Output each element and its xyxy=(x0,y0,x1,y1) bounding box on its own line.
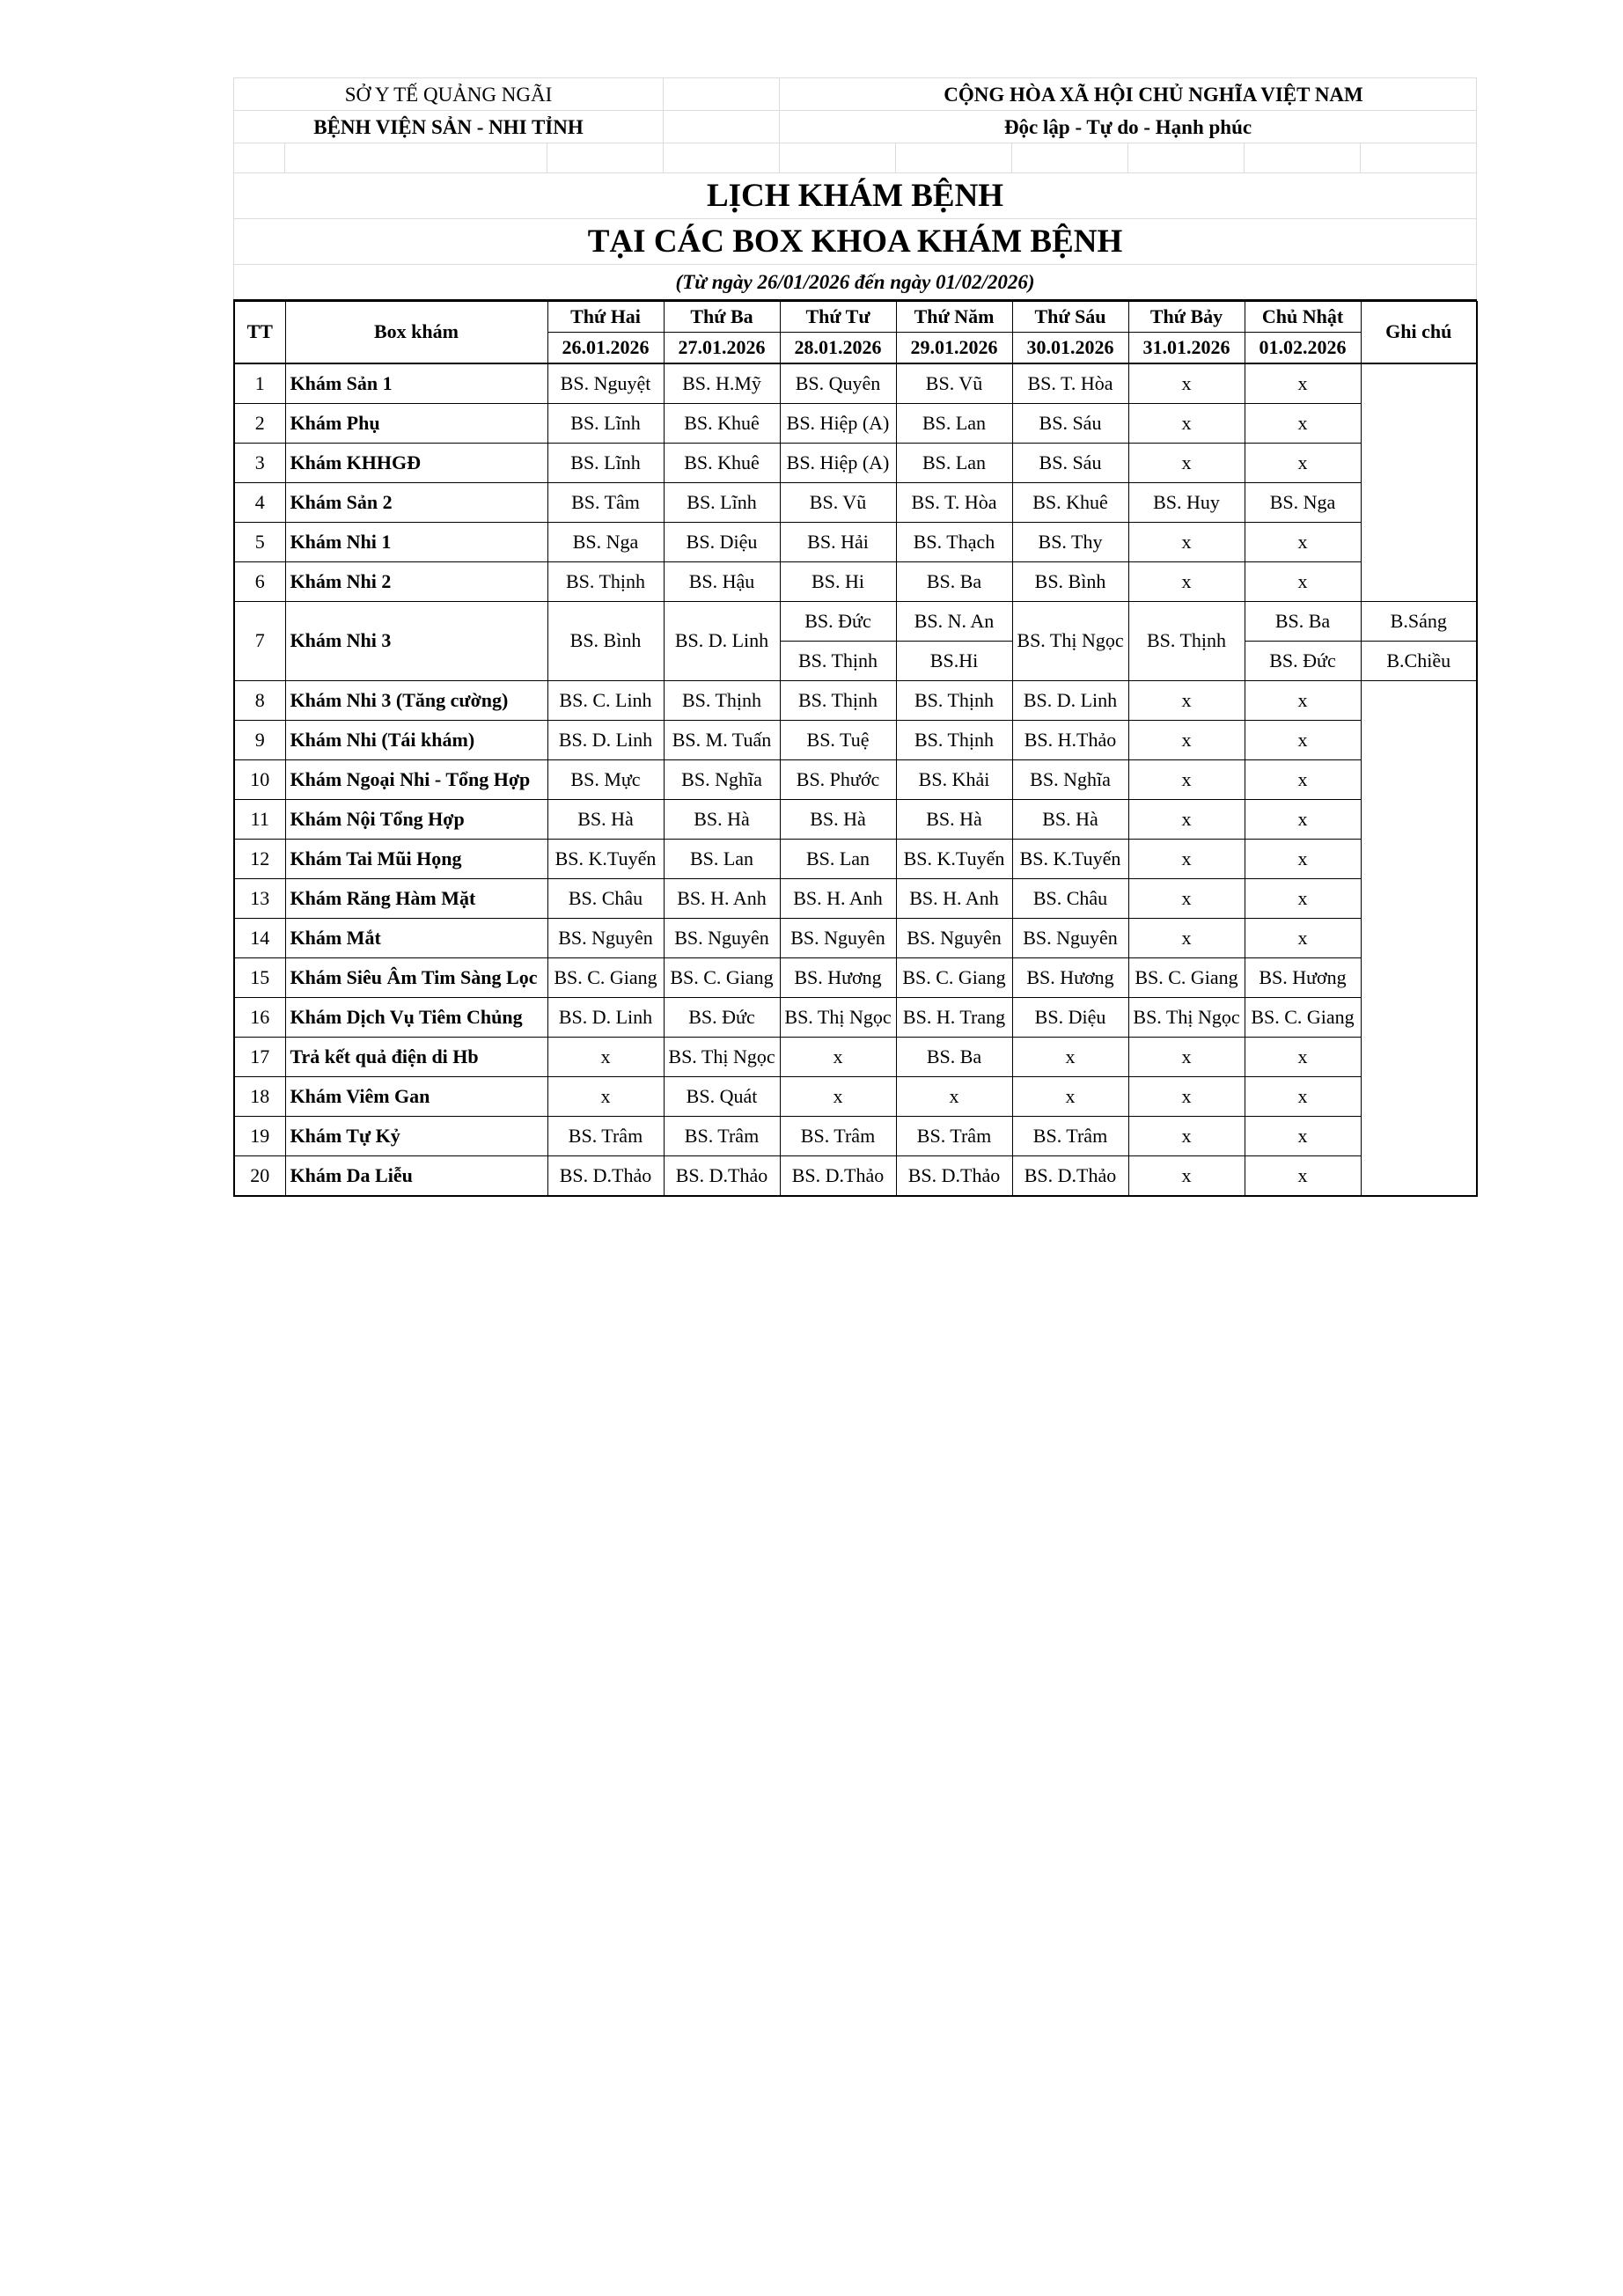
doctor-cell: BS. K.Tuyến xyxy=(896,839,1012,878)
schedule-sheet xyxy=(233,77,1476,1197)
doctor-cell: BS. D. Linh xyxy=(547,720,664,759)
doctor-cell: BS. Ba xyxy=(1245,601,1361,641)
doctor-cell: BS. Nguyệt xyxy=(547,363,664,404)
doctor-cell: BS. Quyên xyxy=(780,363,896,404)
doctor-cell: BS. H.Thảo xyxy=(1012,720,1128,759)
doctor-cell: BS. Mực xyxy=(547,759,664,799)
doctor-cell: BS. Trâm xyxy=(896,1116,1012,1155)
doctor-cell: x xyxy=(1128,561,1245,601)
row-number: 10 xyxy=(234,759,285,799)
doctor-cell: BS. Thạch xyxy=(896,522,1012,561)
doctor-cell: BS. Quát xyxy=(664,1076,780,1116)
doctor-cell: BS. Lĩnh xyxy=(547,443,664,482)
doctor-cell: BS. Thịnh xyxy=(547,561,664,601)
doctor-cell: BS. C. Linh xyxy=(547,680,664,720)
doctor-cell: BS. Hương xyxy=(1245,957,1361,997)
doctor-cell: x xyxy=(1128,1037,1245,1076)
doctor-cell: BS. Thị Ngọc xyxy=(780,997,896,1037)
row-number: 4 xyxy=(234,482,285,522)
doctor-cell: BS. C. Giang xyxy=(547,957,664,997)
table-row xyxy=(234,1116,1477,1155)
schedule-grid xyxy=(233,301,1478,1197)
box-name: Khám Sản 2 xyxy=(285,482,547,522)
day-header: Thứ Sáu xyxy=(1012,301,1128,332)
table-row xyxy=(234,561,1477,601)
doctor-cell: BS. Hương xyxy=(780,957,896,997)
row-number: 5 xyxy=(234,522,285,561)
doctor-cell: BS. Bình xyxy=(547,601,664,680)
table-row xyxy=(234,720,1477,759)
doctor-cell: BS. Nga xyxy=(1245,482,1361,522)
doctor-cell: BS. C. Giang xyxy=(896,957,1012,997)
doctor-cell: BS. Thịnh xyxy=(896,720,1012,759)
doctor-cell: x xyxy=(1012,1076,1128,1116)
doctor-cell: BS. Tâm xyxy=(547,482,664,522)
doctor-cell: BS. C. Giang xyxy=(1128,957,1245,997)
doctor-cell: x xyxy=(1128,878,1245,918)
doctor-cell: BS. Thị Ngọc xyxy=(1012,601,1128,680)
doctor-cell: BS. H. Anh xyxy=(664,878,780,918)
doctor-cell: x xyxy=(1128,522,1245,561)
doctor-cell: BS. Hà xyxy=(780,799,896,839)
box-name: Khám Phụ xyxy=(285,403,547,443)
doctor-cell: x xyxy=(1128,1155,1245,1196)
doctor-cell: x xyxy=(1128,363,1245,404)
doctor-cell: BS. Nguyên xyxy=(896,918,1012,957)
doctor-cell: BS. Thị Ngọc xyxy=(1128,997,1245,1037)
row-number: 18 xyxy=(234,1076,285,1116)
box-name: Khám Mắt xyxy=(285,918,547,957)
box-name: Khám Nội Tổng Hợp xyxy=(285,799,547,839)
table-row xyxy=(234,1076,1477,1116)
row-number: 3 xyxy=(234,443,285,482)
nation-name: CỘNG HÒA XÃ HỘI CHỦ NGHĨA VIỆT NAM xyxy=(780,78,1477,111)
box-name: Khám Viêm Gan xyxy=(285,1076,547,1116)
doctor-cell: BS. Hiệp (A) xyxy=(780,443,896,482)
row-number: 17 xyxy=(234,1037,285,1076)
date-range: (Từ ngày 26/01/2026 đến ngày 01/02/2026) xyxy=(234,265,1477,300)
table-row xyxy=(234,363,1477,404)
table-row xyxy=(234,759,1477,799)
doctor-cell: BS. N. An xyxy=(896,601,1012,641)
doctor-cell: x xyxy=(1245,680,1361,720)
row-number: 1 xyxy=(234,363,285,404)
table-row xyxy=(234,522,1477,561)
doctor-cell: BS. Lan xyxy=(896,443,1012,482)
col-tt-header: TT xyxy=(234,301,285,363)
box-name: Khám Tai Mũi Họng xyxy=(285,839,547,878)
table-row xyxy=(234,482,1477,522)
box-name: Khám Da Liễu xyxy=(285,1155,547,1196)
doctor-cell: BS. H. Trang xyxy=(896,997,1012,1037)
doctor-cell: BS. Hà xyxy=(547,799,664,839)
box-name: Khám Nhi 1 xyxy=(285,522,547,561)
box-name: Khám Siêu Âm Tim Sàng Lọc xyxy=(285,957,547,997)
note-cell: B.Chiều xyxy=(1361,641,1477,680)
table-row xyxy=(234,997,1477,1037)
doctor-cell: BS. Hải xyxy=(780,522,896,561)
doctor-cell: BS. Vũ xyxy=(780,482,896,522)
doctor-cell: x xyxy=(1245,522,1361,561)
table-row xyxy=(234,878,1477,918)
doctor-cell: BS. K.Tuyến xyxy=(1012,839,1128,878)
table-row xyxy=(234,799,1477,839)
doctor-cell: BS. Huy xyxy=(1128,482,1245,522)
doctor-cell: BS. Thy xyxy=(1012,522,1128,561)
day-header: Thứ Ba xyxy=(664,301,780,332)
doctor-cell: x xyxy=(1128,720,1245,759)
doctor-cell: x xyxy=(1245,1076,1361,1116)
doctor-cell: BS. D.Thảo xyxy=(896,1155,1012,1196)
doctor-cell: BS. Đức xyxy=(780,601,896,641)
doctor-cell: BS. Lan xyxy=(780,839,896,878)
doctor-cell: x xyxy=(1128,403,1245,443)
doctor-cell: BS. Ba xyxy=(896,1037,1012,1076)
col-note-header: Ghi chú xyxy=(1361,301,1477,363)
row-number: 7 xyxy=(234,601,285,680)
doctor-cell: x xyxy=(1128,680,1245,720)
row-number: 15 xyxy=(234,957,285,997)
schedule-table xyxy=(233,77,1477,301)
doctor-cell: BS. Nga xyxy=(547,522,664,561)
day-header: Thứ Bảy xyxy=(1128,301,1245,332)
doctor-cell: BS. D. Linh xyxy=(1012,680,1128,720)
department-name: SỞ Y TẾ QUẢNG NGÃI xyxy=(234,78,664,111)
doctor-cell: x xyxy=(780,1076,896,1116)
doctor-cell: BS. Khải xyxy=(896,759,1012,799)
doctor-cell: BS. Ba xyxy=(896,561,1012,601)
doctor-cell: x xyxy=(1128,1076,1245,1116)
doctor-cell: x xyxy=(1245,403,1361,443)
doctor-cell: x xyxy=(1245,799,1361,839)
doctor-cell: x xyxy=(1245,363,1361,404)
doctor-cell: BS. Đức xyxy=(1245,641,1361,680)
doctor-cell: BS. Trâm xyxy=(1012,1116,1128,1155)
doctor-cell: BS. Châu xyxy=(1012,878,1128,918)
date-header: 26.01.2026 xyxy=(547,332,664,363)
doctor-cell: BS. H. Anh xyxy=(896,878,1012,918)
row-number: 13 xyxy=(234,878,285,918)
page-title: LỊCH KHÁM BỆNH xyxy=(234,173,1477,219)
doctor-cell: x xyxy=(1012,1037,1128,1076)
doctor-cell: BS. D.Thảo xyxy=(664,1155,780,1196)
doctor-cell: x xyxy=(1245,1037,1361,1076)
box-name: Khám Nhi (Tái khám) xyxy=(285,720,547,759)
table-row xyxy=(234,957,1477,997)
doctor-cell: BS. Nguyên xyxy=(1012,918,1128,957)
date-header: 01.02.2026 xyxy=(1245,332,1361,363)
doctor-cell: BS. Thị Ngọc xyxy=(664,1037,780,1076)
table-row xyxy=(234,1037,1477,1076)
box-name: Khám Nhi 3 (Tăng cường) xyxy=(285,680,547,720)
row-number: 8 xyxy=(234,680,285,720)
doctor-cell: BS. M. Tuấn xyxy=(664,720,780,759)
day-header: Chủ Nhật xyxy=(1245,301,1361,332)
doctor-cell: x xyxy=(547,1037,664,1076)
doctor-cell: x xyxy=(1245,1116,1361,1155)
row-number: 2 xyxy=(234,403,285,443)
row-number: 19 xyxy=(234,1116,285,1155)
doctor-cell: BS. H. Anh xyxy=(780,878,896,918)
doctor-cell: x xyxy=(1128,443,1245,482)
box-name: Khám Tự Kỷ xyxy=(285,1116,547,1155)
box-name: Khám Sản 1 xyxy=(285,363,547,404)
doctor-cell: BS. K.Tuyến xyxy=(547,839,664,878)
box-name: Khám Dịch Vụ Tiêm Chủng xyxy=(285,997,547,1037)
doctor-cell: x xyxy=(1245,878,1361,918)
row-number: 6 xyxy=(234,561,285,601)
doctor-cell: BS. Thịnh xyxy=(896,680,1012,720)
doctor-cell: BS. Nghĩa xyxy=(664,759,780,799)
doctor-cell: BS. Trâm xyxy=(547,1116,664,1155)
doctor-cell: BS.Hi xyxy=(896,641,1012,680)
row-number: 14 xyxy=(234,918,285,957)
doctor-cell: x xyxy=(1245,759,1361,799)
doctor-cell: x xyxy=(1128,759,1245,799)
doctor-cell: BS. Khuê xyxy=(664,443,780,482)
doctor-cell: x xyxy=(1245,1155,1361,1196)
doctor-cell: BS. D. Linh xyxy=(547,997,664,1037)
doctor-cell: BS. Hà xyxy=(896,799,1012,839)
row-number: 11 xyxy=(234,799,285,839)
doctor-cell: BS. D.Thảo xyxy=(780,1155,896,1196)
box-name: Trả kết quả điện di Hb xyxy=(285,1037,547,1076)
doctor-cell: BS. Thịnh xyxy=(780,641,896,680)
doctor-cell: BS. Lĩnh xyxy=(547,403,664,443)
doctor-cell: BS. Trâm xyxy=(780,1116,896,1155)
box-name: Khám Nhi 3 xyxy=(285,601,547,680)
doctor-cell: x xyxy=(1245,839,1361,878)
note-cell xyxy=(1361,680,1477,1196)
col-box-header: Box khám xyxy=(285,301,547,363)
page-subtitle: TẠI CÁC BOX KHOA KHÁM BỆNH xyxy=(234,219,1477,265)
doctor-cell: x xyxy=(1128,839,1245,878)
box-name: Khám Nhi 2 xyxy=(285,561,547,601)
doctor-cell: x xyxy=(1245,720,1361,759)
doctor-cell: BS. Diệu xyxy=(664,522,780,561)
doctor-cell: BS. Hiệp (A) xyxy=(780,403,896,443)
row-number: 9 xyxy=(234,720,285,759)
note-cell xyxy=(1361,363,1477,602)
doctor-cell: x xyxy=(1245,918,1361,957)
doctor-cell: BS. Bình xyxy=(1012,561,1128,601)
doctor-cell: BS. Hà xyxy=(1012,799,1128,839)
doctor-cell: BS. Trâm xyxy=(664,1116,780,1155)
doctor-cell: BS. C. Giang xyxy=(664,957,780,997)
date-header: 30.01.2026 xyxy=(1012,332,1128,363)
doctor-cell: BS. Lan xyxy=(664,839,780,878)
doctor-cell: BS. Hậu xyxy=(664,561,780,601)
box-name: Khám Răng Hàm Mặt xyxy=(285,878,547,918)
doctor-cell: BS. Sáu xyxy=(1012,443,1128,482)
doctor-cell: x xyxy=(780,1037,896,1076)
doctor-cell: BS. Khuê xyxy=(664,403,780,443)
doctor-cell: x xyxy=(896,1076,1012,1116)
row-number: 20 xyxy=(234,1155,285,1196)
doctor-cell: BS. Châu xyxy=(547,878,664,918)
doctor-cell: BS. Vũ xyxy=(896,363,1012,404)
doctor-cell: BS. Thịnh xyxy=(1128,601,1245,680)
row-number: 16 xyxy=(234,997,285,1037)
doctor-cell: BS. Hi xyxy=(780,561,896,601)
doctor-cell: BS. H.Mỹ xyxy=(664,363,780,404)
doctor-cell: BS. D. Linh xyxy=(664,601,780,680)
doctor-cell: x xyxy=(547,1076,664,1116)
doctor-cell: BS. Sáu xyxy=(1012,403,1128,443)
table-row xyxy=(234,403,1477,443)
table-row xyxy=(234,918,1477,957)
table-row xyxy=(234,443,1477,482)
doctor-cell: BS. Phước xyxy=(780,759,896,799)
box-name: Khám Ngoại Nhi - Tổng Hợp xyxy=(285,759,547,799)
day-header: Thứ Năm xyxy=(896,301,1012,332)
doctor-cell: x xyxy=(1128,799,1245,839)
doctor-cell: BS. T. Hòa xyxy=(896,482,1012,522)
doctor-cell: x xyxy=(1245,443,1361,482)
doctor-cell: BS. Nguyên xyxy=(547,918,664,957)
doctor-cell: BS. Thịnh xyxy=(780,680,896,720)
doctor-cell: BS. Nguyên xyxy=(664,918,780,957)
doctor-cell: BS. D.Thảo xyxy=(547,1155,664,1196)
date-header: 31.01.2026 xyxy=(1128,332,1245,363)
doctor-cell: BS. Khuê xyxy=(1012,482,1128,522)
hospital-name: BỆNH VIỆN SẢN - NHI TỈNH xyxy=(234,111,664,143)
doctor-cell: BS. Lĩnh xyxy=(664,482,780,522)
table-row xyxy=(234,839,1477,878)
box-name: Khám KHHGĐ xyxy=(285,443,547,482)
doctor-cell: BS. Tuệ xyxy=(780,720,896,759)
table-row xyxy=(234,680,1477,720)
date-header: 28.01.2026 xyxy=(780,332,896,363)
note-cell: B.Sáng xyxy=(1361,601,1477,641)
doctor-cell: BS. Thịnh xyxy=(664,680,780,720)
day-header: Thứ Hai xyxy=(547,301,664,332)
day-header: Thứ Tư xyxy=(780,301,896,332)
doctor-cell: BS. Hà xyxy=(664,799,780,839)
header-row-days xyxy=(234,301,1477,332)
doctor-cell: BS. Hương xyxy=(1012,957,1128,997)
doctor-cell: BS. C. Giang xyxy=(1245,997,1361,1037)
doctor-cell: x xyxy=(1128,1116,1245,1155)
doctor-cell: BS. Diệu xyxy=(1012,997,1128,1037)
table-row xyxy=(234,601,1477,641)
date-header: 27.01.2026 xyxy=(664,332,780,363)
doctor-cell: BS. Lan xyxy=(896,403,1012,443)
doctor-cell: BS. Nghĩa xyxy=(1012,759,1128,799)
row-number: 12 xyxy=(234,839,285,878)
doctor-cell: BS. Đức xyxy=(664,997,780,1037)
doctor-cell: BS. T. Hòa xyxy=(1012,363,1128,404)
doctor-cell: x xyxy=(1128,918,1245,957)
doctor-cell: x xyxy=(1245,561,1361,601)
doctor-cell: BS. D.Thảo xyxy=(1012,1155,1128,1196)
date-header: 29.01.2026 xyxy=(896,332,1012,363)
table-row xyxy=(234,1155,1477,1196)
motto: Độc lập - Tự do - Hạnh phúc xyxy=(780,111,1477,143)
doctor-cell: BS. Nguyên xyxy=(780,918,896,957)
